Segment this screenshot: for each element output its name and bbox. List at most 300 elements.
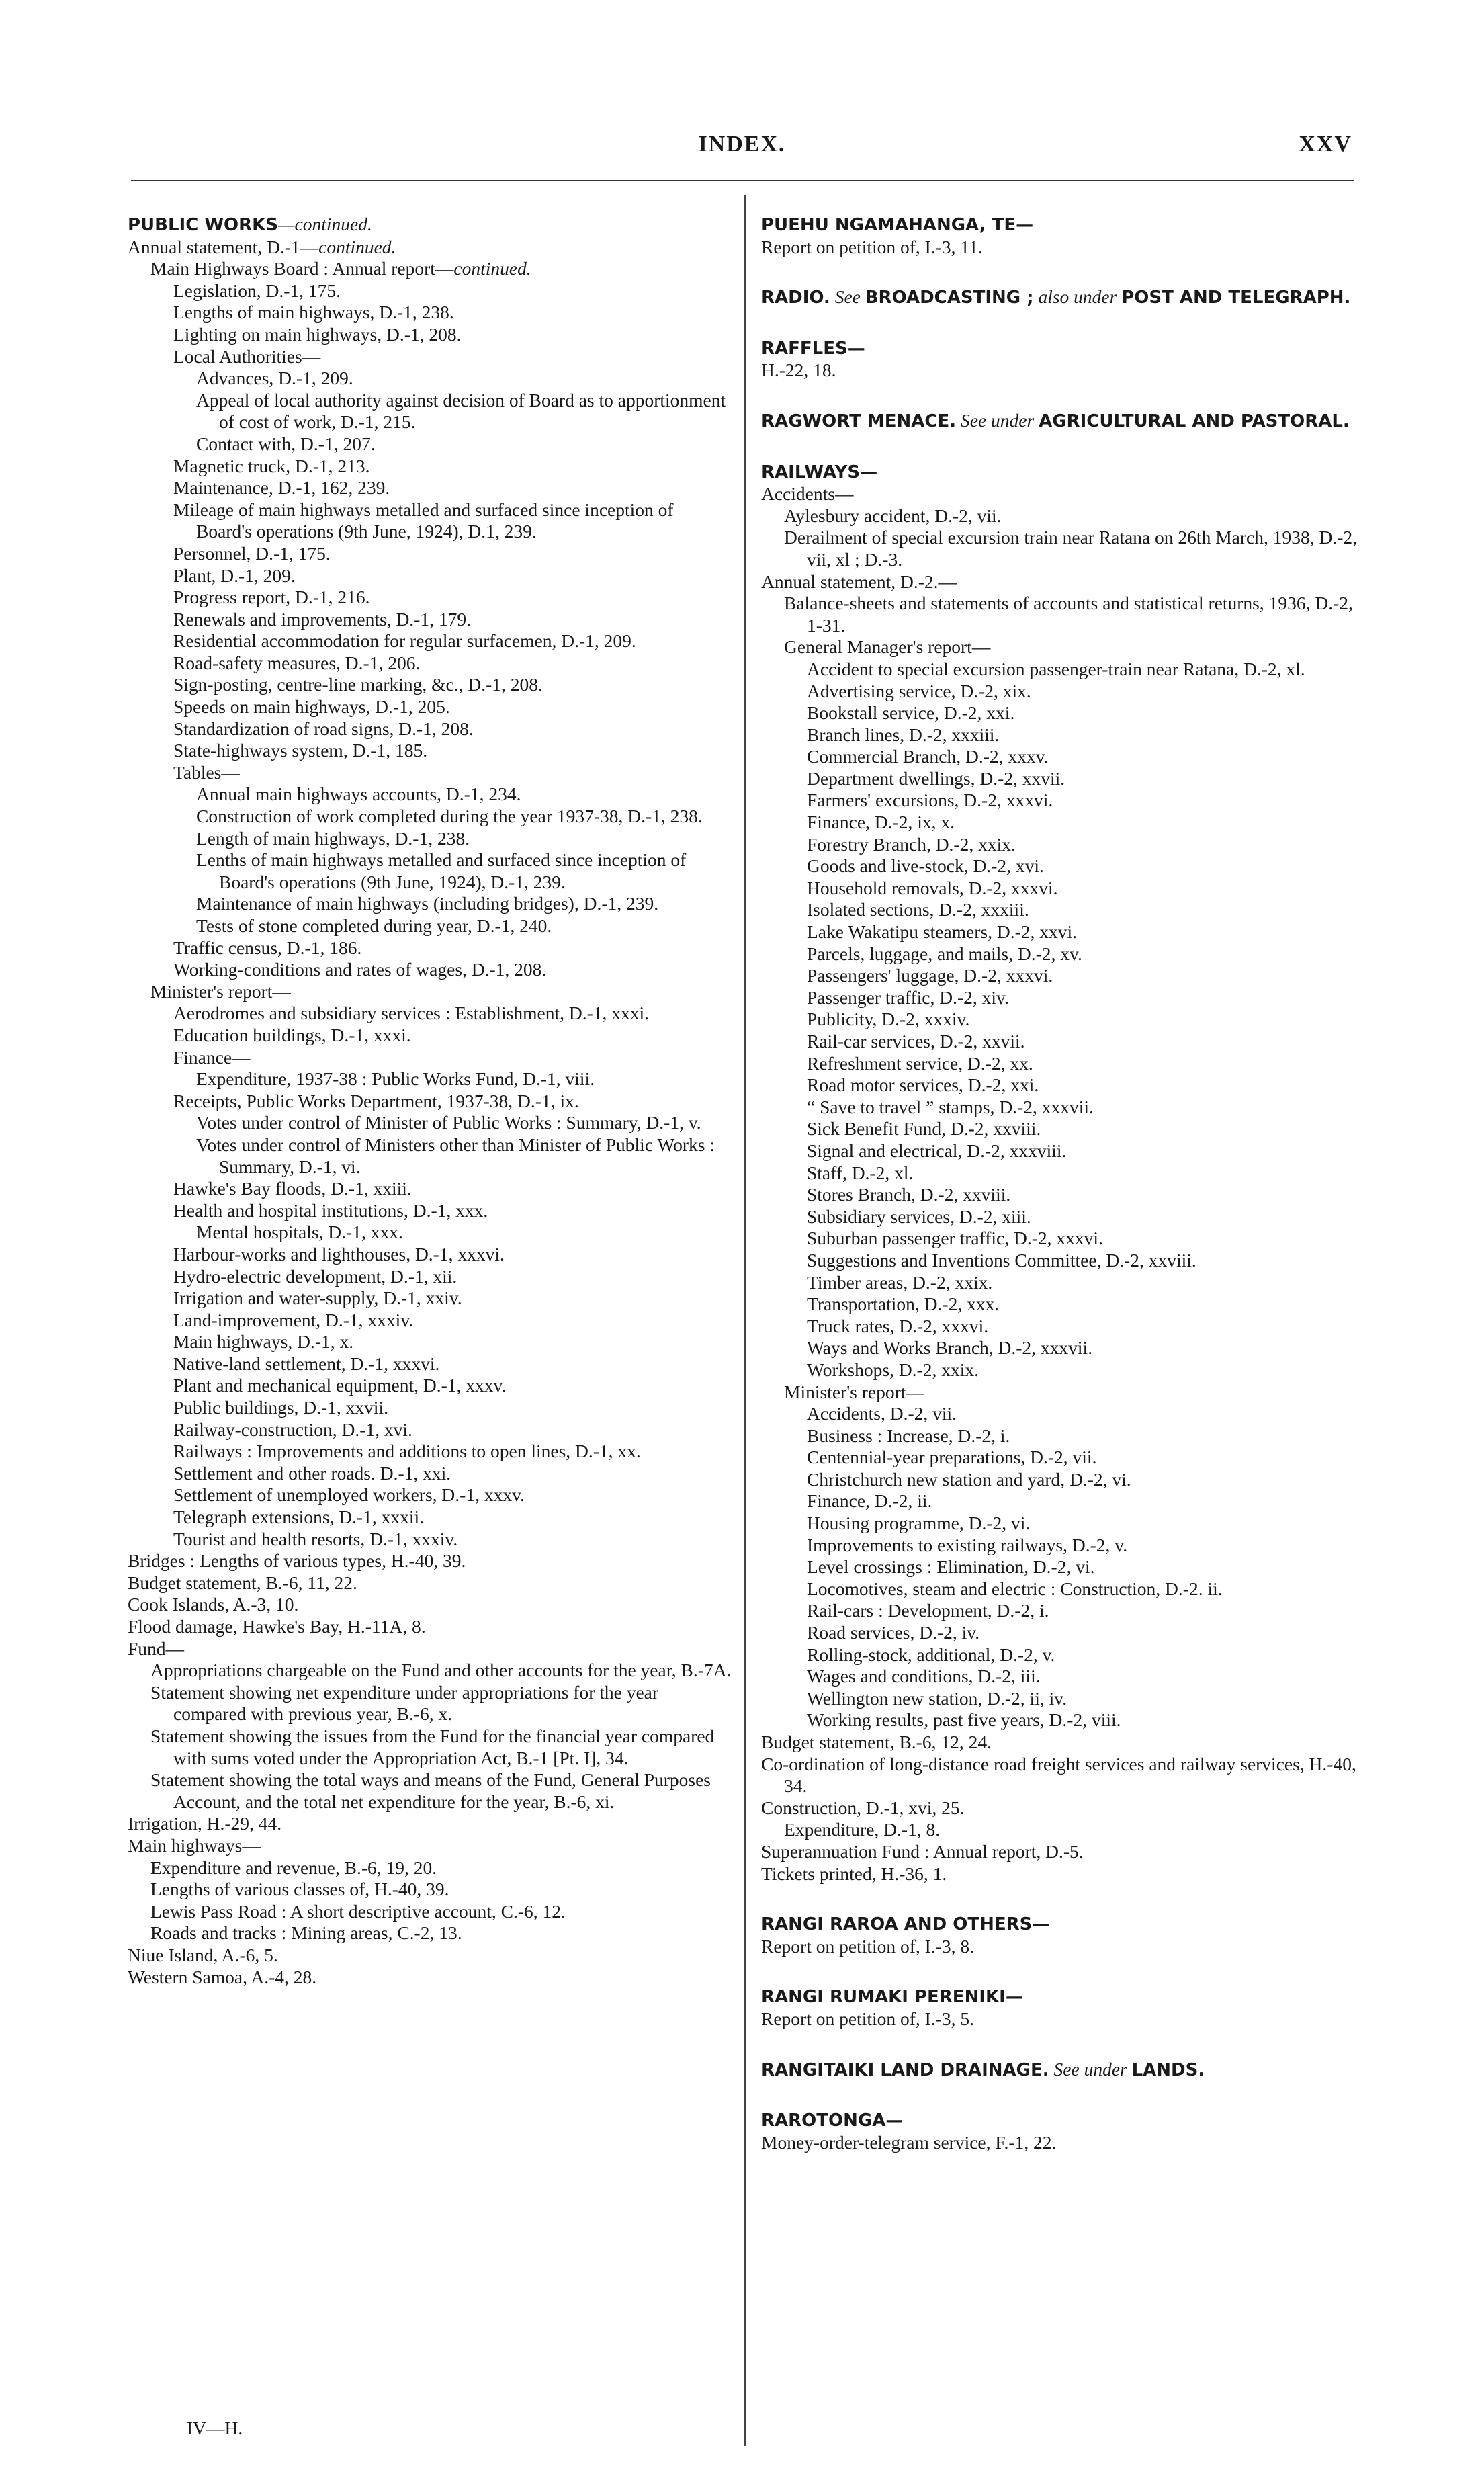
index-entry [128, 1835, 732, 1857]
entry-text: Main highways— [128, 1834, 261, 1856]
index-entry [761, 1819, 1359, 1841]
page-header [0, 132, 1484, 172]
entry-text: Mental hospitals, D.-1, xxx. [196, 1222, 403, 1243]
index-entry [761, 1228, 1359, 1250]
entry-text: H.-22, 18. [761, 359, 836, 381]
heading-text: RANGI RUMAKI PERENIKI— [761, 1987, 1023, 2008]
index-entry [761, 899, 1359, 921]
entry-text: Standardization of road signs, D.-1, 208. [173, 718, 474, 739]
index-entry [128, 828, 732, 850]
entry-text: Report on petition of, I.-3, 11. [761, 236, 983, 257]
entry-text: State-highways system, D.-1, 185. [173, 740, 428, 761]
entry-text: Bookstall service, D.-2, xxi. [807, 702, 1015, 724]
index-heading [761, 2109, 1359, 2132]
index-entry [761, 1272, 1359, 1294]
index-entry [761, 987, 1359, 1009]
index-entry [128, 1375, 732, 1397]
index-entry [128, 456, 732, 478]
index-entry [761, 1754, 1359, 1797]
index-entry [128, 1025, 732, 1047]
entry-text: Magnetic truck, D.-1, 213. [173, 455, 370, 476]
index-entry [761, 483, 1359, 505]
index-entry [128, 1047, 732, 1069]
index-entry [128, 1484, 732, 1506]
entry-text: Report on petition of, I.-3, 8. [761, 1935, 974, 1957]
entry-text: Annual statement, D.-1— [128, 236, 319, 257]
index-entry [128, 1178, 732, 1200]
index-entry [128, 280, 732, 302]
heading-text: RAROTONGA— [761, 2110, 904, 2131]
index-entry [761, 1359, 1359, 1381]
entry-text: Stores Branch, D.-2, xxviii. [807, 1184, 1011, 1205]
index-entry [128, 1594, 732, 1616]
entry-text: Budget statement, B.-6, 11, 22. [128, 1572, 357, 1593]
entry-text: Co-ordination of long-distance road freight services and railway services, H.-40, 34. [761, 1753, 1356, 1797]
index-entry [128, 1967, 732, 1989]
entry-text: Sign-posting, centre-line marking, &c., D.-1, 208. [173, 674, 543, 695]
entry-text: Progress report, D.-1, 216. [173, 587, 370, 608]
entry-text: Christchurch new station and yard, D.-2, vi. [807, 1468, 1131, 1490]
entry-text: Tests of stone completed during year, D.-1, 240. [196, 915, 552, 936]
entry-text: Road-safety measures, D.-1, 206. [173, 652, 421, 673]
entry-text: Western Samoa, A.-4, 28. [128, 1966, 317, 1988]
entry-text: Branch lines, D.-2, xxxiii. [807, 724, 1000, 745]
index-heading [761, 1986, 1359, 2008]
index-entry [128, 1725, 732, 1769]
entry-text: Ways and Works Branch, D.-2, xxxvii. [807, 1337, 1093, 1359]
index-column-left [128, 214, 732, 1988]
entry-text: Road services, D.-2, iv. [807, 1622, 980, 1643]
heading-text: PUEHU NGAMAHANGA, TE— [761, 215, 1034, 235]
index-entry [128, 1506, 732, 1529]
entry-text: Maintenance, D.-1, 162, 239. [173, 477, 390, 499]
entry-text: Statement showing the issues from the Fund for the financial year compared with sums voted under the Appropriation Act, B.-1 [Pt. I], 34. [150, 1725, 715, 1768]
entry-text: Accident to special excursion passenger-train near Ratana, D.-2, xl. [807, 658, 1305, 679]
heading-text: RANGITAIKI LAND DRAINAGE. [761, 2059, 1049, 2080]
index-entry [761, 636, 1359, 658]
index-heading [128, 214, 732, 237]
entry-text: Maintenance of main highways (including bridges), D.-1, 239. [196, 893, 659, 914]
index-entry [128, 1813, 732, 1835]
entry-text: Harbour-works and lighthouses, D.-1, xxxvi. [173, 1243, 505, 1265]
entry-text: Expenditure, 1937-38 : Public Works Fund, D.-1, viii. [196, 1068, 595, 1090]
page-title: INDEX. [698, 132, 786, 157]
index-entry [761, 746, 1359, 768]
index-entry [128, 587, 732, 609]
entry-text: Land-improvement, D.-1, xxxiv. [173, 1309, 414, 1330]
index-entry [128, 1091, 732, 1113]
cross-reference-text: also under [1033, 286, 1122, 308]
index-entry [128, 1266, 732, 1288]
entry-text: Working-conditions and rates of wages, D.-1, 208. [173, 959, 547, 980]
section-gap [761, 382, 1359, 410]
entry-text: Lenths of main highways metalled and surfaced since inception of Board's operations (9th June, 1924), D.-1, 239. [196, 849, 687, 892]
heading-text: RADIO. [761, 288, 830, 308]
entry-text: Wages and conditions, D.-2, iii. [807, 1666, 1041, 1687]
entry-text: Truck rates, D.-2, xxxvi. [807, 1315, 989, 1336]
index-entry [128, 849, 732, 893]
index-entry [128, 1638, 732, 1660]
heading-text: AGRICULTURAL AND PASTORAL. [1039, 411, 1350, 431]
entry-text: Lake Wakatipu steamers, D.-2, xxvi. [807, 921, 1078, 943]
entry-text: Railways : Improvements and additions to open lines, D.-1, xx. [173, 1441, 641, 1462]
entry-text: Passenger traffic, D.-2, xiv. [807, 986, 1009, 1008]
signature-mark: IV—H. [187, 2418, 243, 2438]
index-entry [128, 237, 732, 259]
section-gap [761, 433, 1359, 461]
index-entry [761, 1447, 1359, 1469]
entry-text: Level crossings : Elimination, D.-2, vi. [807, 1556, 1095, 1578]
index-entry [761, 359, 1359, 382]
entry-text: Main highways, D.-1, x. [173, 1331, 354, 1353]
index-entry [128, 718, 732, 740]
entry-text: Suburban passenger traffic, D.-2, xxxvi. [807, 1228, 1103, 1249]
index-entry [128, 1112, 732, 1134]
entry-text: Accidents— [761, 483, 854, 505]
entry-text: Sick Benefit Fund, D.-2, xxviii. [807, 1118, 1041, 1140]
index-entry [128, 302, 732, 324]
continued-note: —continued. [278, 214, 372, 234]
entry-text: Cook Islands, A.-3, 10. [128, 1594, 299, 1615]
entry-text: Tourist and health resorts, D.-1, xxxiv. [173, 1528, 458, 1549]
section-gap [761, 2081, 1359, 2109]
index-entry [128, 1310, 732, 1332]
index-entry [761, 1316, 1359, 1338]
index-entry [761, 943, 1359, 966]
index-entry [128, 1441, 732, 1463]
index-entry [761, 1118, 1359, 1140]
entry-text: Household removals, D.-2, xxxvi. [807, 877, 1058, 898]
index-entry [128, 915, 732, 937]
entry-text: Appropriations chargeable on the Fund and other accounts for the year, B.-7A. [150, 1660, 732, 1681]
entry-text: Rolling-stock, additional, D.-2, v. [807, 1643, 1055, 1665]
index-entry [128, 1901, 732, 1923]
index-entry [128, 1572, 732, 1594]
index-entry [761, 768, 1359, 790]
entry-text: Road motor services, D.-2, xxi. [807, 1074, 1039, 1096]
entry-text: Length of main highways, D.-1, 238. [196, 827, 470, 849]
entry-text: Housing programme, D.-2, vi. [807, 1512, 1031, 1534]
index-entry [761, 1578, 1359, 1600]
index-heading [761, 337, 1359, 360]
index-entry [761, 812, 1359, 834]
section-gap [761, 1885, 1359, 1913]
index-entry [761, 527, 1359, 570]
header-rule [131, 180, 1354, 181]
entry-text: Settlement of unemployed workers, D.-1, xxxv. [173, 1484, 525, 1506]
index-entry [761, 1490, 1359, 1512]
entry-text: Finance, D.-2, ix, x. [807, 812, 955, 833]
entry-text: Telegraph extensions, D.-1, xxxii. [173, 1506, 425, 1528]
index-entry [761, 593, 1359, 636]
index-entry [761, 878, 1359, 900]
index-entry [761, 681, 1359, 703]
entry-text: Lewis Pass Road : A short descriptive account, C.-6, 12. [150, 1900, 566, 1922]
entry-text: General Manager's report— [784, 636, 991, 658]
index-entry [761, 1556, 1359, 1578]
entry-text: Forestry Branch, D.-2, xxix. [807, 833, 1016, 855]
index-column-right [761, 214, 1359, 2153]
index-entry [128, 1857, 732, 1879]
entry-text: Rail-cars : Development, D.-2, i. [807, 1600, 1049, 1621]
index-entry [128, 1550, 732, 1572]
entry-text: Education buildings, D.-1, xxxi. [173, 1024, 411, 1045]
entry-text: Votes under control of Minister of Public Works : Summary, D.-1, v. [196, 1112, 701, 1134]
entry-text: Publicity, D.-2, xxxiv. [807, 1009, 970, 1030]
index-entry [761, 1337, 1359, 1359]
index-entry [128, 652, 732, 675]
index-entry [761, 1250, 1359, 1272]
entry-text: Main Highways Board : Annual report— [150, 258, 454, 280]
entry-text: Speeds on main highways, D.-1, 205. [173, 696, 450, 718]
entry-text: Expenditure, D.-1, 8. [784, 1819, 941, 1840]
index-entry [761, 1688, 1359, 1710]
entry-text: Railway-construction, D.-1, xvi. [173, 1418, 412, 1440]
index-entry [128, 543, 732, 565]
heading-text: RAILWAYS— [761, 462, 878, 482]
index-entry [128, 1287, 732, 1310]
index-entry [128, 783, 732, 806]
index-entry [128, 258, 732, 280]
entry-text: Isolated sections, D.-2, xxxiii. [807, 899, 1029, 921]
entry-text: Suggestions and Inventions Committee, D.-2, xxviii. [807, 1249, 1196, 1271]
index-entry [761, 1644, 1359, 1666]
index-heading [761, 214, 1359, 237]
entry-text: Subsidiary services, D.-2, xiii. [807, 1205, 1031, 1227]
index-entry [761, 921, 1359, 943]
entry-text: Farmers' excursions, D.-2, xxxvi. [807, 789, 1053, 811]
index-entry [761, 1797, 1359, 1820]
entry-text: Appeal of local authority against decision of Board as to apportionment of cost of work, D.-1, 215. [196, 389, 726, 433]
continued-note: continued. [453, 258, 531, 280]
entry-text: Minister's report— [784, 1381, 924, 1402]
column-divider [744, 195, 746, 2446]
index-entry [128, 1397, 732, 1419]
index-entry [761, 1863, 1359, 1885]
index-entry [761, 237, 1359, 259]
index-entry [128, 1419, 732, 1441]
index-entry [128, 981, 732, 1003]
index-entry [128, 346, 732, 368]
index-entry [128, 565, 732, 587]
cross-reference-text: See [830, 286, 865, 308]
heading-text: RAGWORT MENACE. [761, 411, 957, 431]
heading-text: LANDS. [1131, 2059, 1205, 2080]
entry-text: “ Save to travel ” stamps, D.-2, xxxvii. [807, 1096, 1094, 1117]
entry-text: Bridges : Lengths of various types, H.-40, 39. [128, 1550, 466, 1572]
entry-text: Residential accommodation for regular surfacemen, D.-1, 209. [173, 630, 636, 652]
index-entry [761, 1206, 1359, 1228]
index-entry [761, 1709, 1359, 1732]
entry-text: Wellington new station, D.-2, ii, iv. [807, 1687, 1067, 1709]
index-entry [128, 806, 732, 828]
index-entry [128, 674, 732, 696]
entry-text: Timber areas, D.-2, xxix. [807, 1271, 993, 1293]
index-entry [761, 1140, 1359, 1162]
index-entry [128, 937, 732, 959]
entry-text: Money-order-telegram service, F.-1, 22. [761, 2131, 1057, 2153]
entry-text: Plant, D.-1, 209. [173, 564, 296, 586]
index-entry [761, 1097, 1359, 1119]
index-entry [128, 1616, 732, 1638]
index-entry [128, 324, 732, 346]
entry-text: Health and hospital institutions, D.-1, xxx. [173, 1199, 488, 1221]
entry-text: Hawke's Bay floods, D.-1, xxiii. [173, 1178, 412, 1199]
index-entry [128, 1002, 732, 1025]
entry-text: Advertising service, D.-2, xix. [807, 680, 1031, 701]
index-entry [761, 724, 1359, 746]
entry-text: Derailment of special excursion train near Ratana on 26th March, 1938, D.-2, vii, xl ; D.-3. [784, 527, 1357, 570]
entry-text: Construction of work completed during the year 1937-38, D.-1, 238. [196, 806, 703, 827]
entry-text: Statement showing net expenditure under appropriations for the year compared with previous year, B.-6, x. [150, 1681, 659, 1725]
entry-text: Mileage of main highways metalled and surfaced since inception of Board's operations (9th June, 1924), D.1, 239. [173, 499, 674, 542]
entry-text: Renewals and improvements, D.-1, 179. [173, 608, 471, 630]
index-entry [128, 893, 732, 915]
index-entry [128, 740, 732, 762]
index-entry [128, 1769, 732, 1813]
section-gap [761, 1957, 1359, 1986]
index-entry [128, 1222, 732, 1244]
index-entry [761, 1469, 1359, 1491]
index-heading [761, 2059, 1359, 2082]
index-entry [761, 1936, 1359, 1958]
index-entry [128, 1922, 732, 1945]
index-entry [761, 1053, 1359, 1075]
entry-text: Rail-car services, D.-2, xxvii. [807, 1031, 1025, 1052]
entry-text: Working results, past five years, D.-2, viii. [807, 1709, 1121, 1731]
index-entry [761, 1184, 1359, 1206]
entry-text: Lengths of various classes of, H.-40, 39. [150, 1879, 449, 1900]
entry-text: Niue Island, A.-6, 5. [128, 1944, 278, 1965]
index-entry [128, 1529, 732, 1551]
index-entry [761, 1535, 1359, 1557]
entry-text: Settlement and other roads. D.-1, xxi. [173, 1462, 451, 1484]
entry-text: Hydro-electric development, D.-1, xii. [173, 1265, 457, 1287]
index-entry [128, 959, 732, 981]
cross-reference-text: See under [956, 409, 1039, 431]
cross-reference-text: See under [1049, 2058, 1132, 2080]
entry-text: Accidents, D.-2, vii. [807, 1403, 957, 1424]
entry-text: Native-land settlement, D.-1, xxxvi. [173, 1353, 440, 1374]
index-entry [128, 1945, 732, 1967]
index-entry [761, 834, 1359, 856]
entry-text: Locomotives, steam and electric : Construction, D.-2. ii. [807, 1578, 1223, 1599]
index-entry [128, 1134, 732, 1178]
entry-text: Commercial Branch, D.-2, xxxv. [807, 746, 1049, 767]
entry-text: Contact with, D.-1, 207. [196, 433, 376, 454]
index-entry [128, 1879, 732, 1901]
entry-text: Refreshment service, D.-2, xx. [807, 1052, 1033, 1074]
index-entry [761, 789, 1359, 812]
index-entry [761, 1031, 1359, 1053]
entry-text: Local Authorities— [173, 345, 321, 367]
index-entry [128, 1331, 732, 1353]
page-number: XXV [1299, 132, 1352, 157]
index-entry [128, 762, 732, 784]
section-gap [761, 258, 1359, 286]
index-entry [128, 433, 732, 456]
entry-text: Irrigation and water-supply, D.-1, xxiv. [173, 1287, 462, 1309]
continued-note: continued. [318, 236, 396, 257]
index-entry [761, 1425, 1359, 1447]
index-entry [128, 1353, 732, 1375]
index-heading [761, 410, 1359, 433]
index-entry [761, 1512, 1359, 1535]
index-entry [128, 1463, 732, 1485]
entry-text: Advances, D.-1, 209. [196, 368, 353, 389]
entry-text: Transportation, D.-2, xxx. [807, 1293, 1000, 1315]
heading-text: RAFFLES— [761, 338, 865, 359]
index-entry [761, 1732, 1359, 1754]
entry-text: Budget statement, B.-6, 12, 24. [761, 1732, 992, 1752]
index-entry [761, 1666, 1359, 1688]
entry-text: Passengers' luggage, D.-2, xxxvi. [807, 965, 1053, 986]
entry-text: Goods and live-stock, D.-2, xvi. [807, 855, 1044, 877]
index-entry [761, 1381, 1359, 1404]
index-entry [761, 1293, 1359, 1316]
entry-text: Fund— [128, 1637, 185, 1659]
index-entry [128, 390, 732, 433]
entry-text: Finance, D.-2, ii. [807, 1490, 932, 1512]
index-entry [128, 1660, 732, 1682]
index-entry [128, 368, 732, 390]
index-entry [761, 1841, 1359, 1863]
entry-text: Parcels, luggage, and mails, D.-2, xv. [807, 943, 1082, 964]
entry-text: Report on petition of, I.-3, 5. [761, 2008, 974, 2029]
index-entry [761, 1009, 1359, 1031]
index-heading [761, 1913, 1359, 1936]
entry-text: Workshops, D.-2, xxix. [807, 1359, 979, 1380]
entry-text: Tickets printed, H.-36, 1. [761, 1863, 947, 1884]
index-entry [128, 630, 732, 652]
entry-text: Improvements to existing railways, D.-2, v. [807, 1534, 1128, 1555]
entry-text: Plant and mechanical equipment, D.-1, xxxv. [173, 1375, 507, 1396]
entry-text: Expenditure and revenue, B.-6, 19, 20. [150, 1856, 437, 1878]
index-entry [761, 2132, 1359, 2154]
index-entry [761, 1622, 1359, 1644]
index-entry [761, 1600, 1359, 1622]
index-heading [761, 286, 1359, 309]
entry-text: Aylesbury accident, D.-2, vii. [784, 505, 1002, 526]
index-entry [761, 855, 1359, 878]
entry-text: Superannuation Fund : Annual report, D.-5. [761, 1840, 1084, 1862]
index-heading [761, 461, 1359, 484]
entry-text: Personnel, D.-1, 175. [173, 542, 331, 564]
section-gap [761, 2031, 1359, 2059]
entry-text: Irrigation, H.-29, 44. [128, 1813, 282, 1834]
entry-text: Balance-sheets and statements of accounts and statistical returns, 1936, D.-2, 1-31. [784, 593, 1353, 636]
section-gap [761, 309, 1359, 337]
entry-text: Signal and electrical, D.-2, xxxviii. [807, 1140, 1067, 1161]
index-entry [761, 702, 1359, 724]
index-entry [128, 499, 732, 543]
index-entry [761, 571, 1359, 593]
entry-text: Annual main highways accounts, D.-1, 234. [196, 783, 521, 805]
entry-text: Flood damage, Hawke's Bay, H.-11A, 8. [128, 1616, 426, 1637]
index-entry [128, 1682, 732, 1725]
entry-text: Department dwellings, D.-2, xxvii. [807, 767, 1065, 789]
entry-text: Statement showing the total ways and means of the Fund, General Purposes Account, and the total net expenditure for the year, B.-6, xi. [150, 1769, 711, 1812]
heading-text: PUBLIC WORKS [128, 215, 279, 235]
entry-text: Legislation, D.-1, 175. [173, 280, 341, 301]
entry-text: Staff, D.-2, xl. [807, 1162, 914, 1183]
entry-text: Business : Increase, D.-2, i. [807, 1424, 1010, 1446]
entry-text: Traffic census, D.-1, 186. [173, 937, 362, 958]
index-entry [761, 658, 1359, 681]
index-entry [128, 609, 732, 631]
index-entry [128, 477, 732, 499]
index-entry [761, 965, 1359, 987]
